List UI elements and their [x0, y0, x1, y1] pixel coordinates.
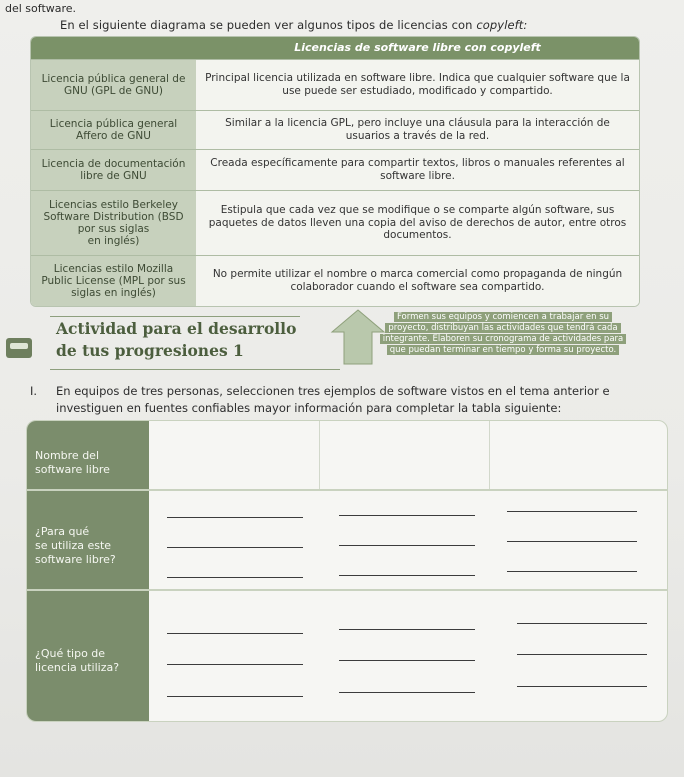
answer-line[interactable]	[339, 515, 475, 516]
activity-note-line: integrante. Elaboren su cronograma de actividades para	[372, 334, 634, 345]
row-label-software-name: Nombre del software libre	[35, 449, 110, 476]
answer-line[interactable]	[339, 545, 475, 546]
license-description: Estipula que cada vez que se modifique o se comparte algún software, sus paquetes de datos lleven una copia del aviso de derechos de autor, entre otros documentos.	[196, 191, 639, 255]
answer-line[interactable]	[507, 541, 637, 542]
license-description: Similar a la licencia GPL, pero incluye una cláusula para la interacción de usuarios a través de la red.	[196, 111, 639, 149]
license-row-fdl	[31, 149, 639, 190]
answer-line[interactable]	[517, 654, 647, 655]
license-row-affero	[31, 110, 639, 149]
activity-note-line: proyecto, distribuyan las actividades que tendrá cada	[372, 323, 634, 334]
answer-line[interactable]	[507, 571, 637, 572]
answer-line[interactable]	[167, 696, 303, 697]
intro-emphasis: copyleft:	[476, 18, 528, 32]
license-description: Creada específicamente para compartir textos, libros o manuales referentes al software libre.	[196, 150, 639, 190]
license-row-mpl	[31, 255, 639, 306]
instruction-number: I.	[30, 384, 38, 398]
answer-line[interactable]	[167, 547, 303, 548]
column-divider	[319, 421, 320, 489]
activity-top-rule	[50, 316, 300, 317]
answer-line[interactable]	[339, 629, 475, 630]
top-text-fragment: del software.	[5, 2, 77, 15]
intro-sentence	[60, 18, 527, 32]
worksheet-table	[26, 420, 668, 722]
license-table	[30, 36, 640, 307]
license-name: Licencia pública general Affero de GNU	[31, 111, 196, 149]
license-row-gpl	[31, 59, 639, 110]
activity-note	[372, 312, 634, 356]
row-divider	[27, 589, 667, 591]
activity-title: Actividad para el desarrollo de tus progresiones 1	[56, 319, 297, 360]
answer-line[interactable]	[517, 623, 647, 624]
license-name: Licencias estilo Berkeley Software Distribution (BSD por sus siglas en inglés)	[31, 191, 196, 255]
answer-line[interactable]	[167, 517, 303, 518]
answer-line[interactable]	[507, 511, 637, 512]
activity-note-line: que puedan terminar en tiempo y forma su proyecto.	[372, 345, 634, 356]
activity-bottom-rule	[50, 369, 340, 370]
license-name: Licencia pública general de GNU (GPL de GNU)	[31, 60, 196, 110]
license-name: Licencia de documentación libre de GNU	[31, 150, 196, 190]
instruction	[30, 383, 670, 417]
progress-icon	[6, 338, 32, 358]
activity-note-line: Formen sus equipos y comiencen a trabajar en su	[372, 312, 634, 323]
answer-line[interactable]	[167, 664, 303, 665]
license-name: Licencias estilo Mozilla Public License (MPL por sus siglas en inglés)	[31, 256, 196, 306]
license-row-bsd	[31, 190, 639, 255]
row-label-license-type: ¿Qué tipo de licencia utiliza?	[35, 647, 120, 674]
license-description: Principal licencia utilizada en software libre. Indica que cualquier software que la use puede ser estudiado, modificado y compartido.	[196, 60, 639, 110]
answer-line[interactable]	[517, 686, 647, 687]
row-label-purpose: ¿Para qué se utiliza este software libre?	[35, 525, 116, 566]
answer-line[interactable]	[167, 577, 303, 578]
instruction-text: En equipos de tres personas, seleccionen tres ejemplos de software vistos en el tema anterior e investiguen en fuentes confiables mayor información para completar la tabla siguiente:	[56, 384, 610, 415]
license-table-header	[31, 37, 639, 59]
answer-line[interactable]	[339, 660, 475, 661]
intro-text: En el siguiente diagrama se pueden ver algunos tipos de licencias con	[60, 18, 473, 32]
row-divider	[27, 489, 667, 491]
license-description: No permite utilizar el nombre o marca comercial como propaganda de ningún colaborador cuando el software sea compartido.	[196, 256, 639, 306]
license-table-title: Licencias de software libre con copyleft	[294, 41, 541, 54]
column-divider	[489, 421, 490, 489]
answer-line[interactable]	[339, 692, 475, 693]
answer-line[interactable]	[167, 633, 303, 634]
answer-line[interactable]	[339, 575, 475, 576]
